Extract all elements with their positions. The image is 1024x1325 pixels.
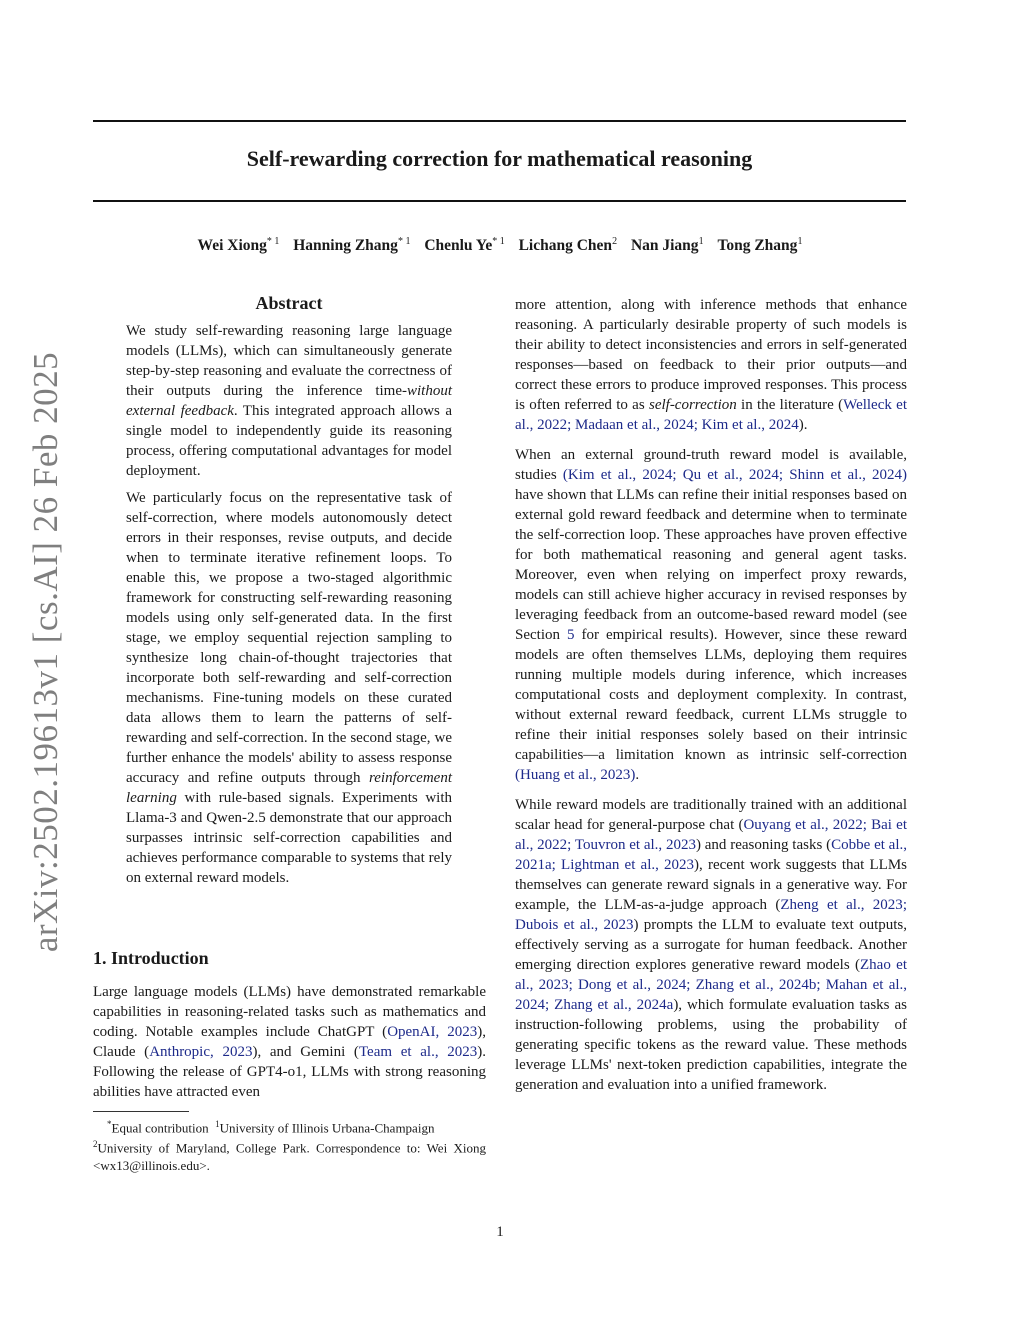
section-link[interactable]: 5 xyxy=(567,627,575,643)
citation-link[interactable]: Team et al., 2023 xyxy=(358,1044,478,1060)
author: Nan Jiang$^1$ xyxy=(630,236,704,255)
author: Lichang Chen$^2$ xyxy=(518,236,618,255)
citation-link[interactable]: Anthropic, 2023 xyxy=(149,1044,253,1060)
footnote-rule xyxy=(93,1111,189,1112)
citation-link[interactable]: Dong et al., 2024 xyxy=(578,977,687,993)
abstract-paragraph: We study self-rewarding reasoning large language models (LLMs), which can simultaneously generate step-by-step reasoning and evaluate the correctness of their outputs during the inference time-without external feedback. This integrated approach allows a single model to independently guide its reasoning process, offering computational advantages for model deployment. xyxy=(126,323,452,479)
title-bottom-rule xyxy=(93,200,906,202)
citation-link[interactable]: Touvron et al., 2023 xyxy=(574,837,696,853)
citation-link[interactable]: Lightman et al., 2023 xyxy=(561,857,695,873)
author: Tong Zhang$^1$ xyxy=(717,236,803,255)
author: Wei Xiong$^{* 1}$ xyxy=(197,236,280,255)
paper-title: Self-rewarding correction for mathematical reasoning xyxy=(246,146,753,171)
citation-link[interactable]: Welleck et al., 2022 xyxy=(515,397,908,433)
citation-link[interactable]: Ouyang et al., 2022 xyxy=(743,817,863,833)
author-list xyxy=(60,236,940,255)
citation-link[interactable]: (Kim et al., 2024 xyxy=(562,467,673,483)
citation-link[interactable]: Bai et al., 2022 xyxy=(515,817,908,853)
citation-link[interactable]: Zheng et al., 2023 xyxy=(780,897,903,913)
citation-link[interactable]: Cobbe et al., 2021a xyxy=(515,837,908,873)
body-paragraph: When an external ground-truth reward model is available, studies (Kim et al., 2024; Qu et al., 2024; Shinn et al., 2024) have shown that LLMs can refine their initial responses based on external gold reward feedback and determine when to terminate the self-correction loop. These approaches have proven effective for both mathematical reasoning and general agent tasks. Moreover, even when relying on imperfect proxy rewards, models can still achieve higher accuracy in revised responses by leveraging feedback from an outcome-based reward model (see Section 5 for empirical results). However, since these reward models are often themselves LLMs, deploying them requires running multiple models during inference, which increases computational costs and deployment complexity. In contrast, without external reward feedback, current LLMs struggle to refine their initial responses solely based on their intrinsic capabilities—a limitation known as intrinsic self-correction (Huang et al., 2023). xyxy=(515,447,908,783)
footnote-affiliations: *Equal contribution $^1$University of Illinois Urbana-Champaign xyxy=(107,1119,435,1136)
citation-link[interactable]: Madaan et al., 2024 xyxy=(575,417,694,433)
abstract-paragraph: We particularly focus on the representative task of self-correction, where models autonomously detect errors in their responses, revise outputs, and decide when to terminate iterative refinement loops. To enable this, we propose a two-staged algorithmic framework for constructing self-rewarding reasoning models using only self-generated data. In the first stage, we employ sequential rejection sampling to synthesize long chain-of-thought trajectories that incorporate both self-rewarding and self-correction mechanisms. Fine-tuning models on these curated data allows them to learn the patterns of self-rewarding and self-correction. In the second stage, we further enhance the models' ability to assess response accuracy and refine outputs through reinforcement learning with rule-based signals. Experiments with Llama-3 and Qwen-2.5 demonstrate that our approach surpasses intrinsic self-correction capabilities and achieves performance comparable to systems that rely on external reward models. xyxy=(126,490,452,886)
citation-link[interactable]: OpenAI, 2023 xyxy=(387,1024,478,1040)
citation-link[interactable]: Dubois et al., 2023 xyxy=(515,917,634,933)
section-heading: 1. Introduction xyxy=(93,948,209,968)
citation-link[interactable]: Zhang et al., 2024b xyxy=(695,977,817,993)
right-column xyxy=(515,295,907,1105)
citation-link[interactable]: Kim et al., 2024 xyxy=(701,417,799,433)
author: Hanning Zhang$^{* 1}$ xyxy=(293,236,411,255)
abstract-heading: Abstract xyxy=(255,293,323,313)
citation-link[interactable]: Zhang et al., 2024a xyxy=(554,997,674,1013)
author: Chenlu Ye$^{* 1}$ xyxy=(424,236,505,255)
citation-link[interactable]: Zhao et al., 2023 xyxy=(515,957,907,993)
arxiv-identifier: arXiv:2502.19613v1 [cs.AI] 26 Feb 2025 xyxy=(26,351,65,953)
citation-link[interactable]: Mahan et al., 2024 xyxy=(515,977,908,1013)
body-paragraph: While reward models are traditionally trained with an additional scalar head for general-purpose chat (Ouyang et al., 2022; Bai et al., 2022; Touvron et al., 2023) and reasoning tasks (Cobbe et al., 2021a; Lightman et al., 2023), recent work suggests that LLMs themselves can generate reward signals in a generative way. For example, the LLM-as-a-judge approach (Zheng et al., 2023; Dubois et al., 2023) prompts the LLM to evaluate text outputs, effectively serving as a surrogate for human feedback. Another emerging direction explores generative reward models (Zhao et al., 2023; Dong et al., 2024; Zhang et al., 2024b; Mahan et al., 2024; Zhang et al., 2024a), which formulate evaluation tasks as instruction-following problems, using the probability of generating specific tokens as the reward value. These methods leverage LLMs' next-token prediction capabilities, integrate the generation and evaluation into a unified framework. xyxy=(515,797,908,1093)
top-rule xyxy=(93,120,906,122)
introduction-section xyxy=(93,948,486,1109)
footnotes xyxy=(93,1116,486,1174)
body-paragraph: more attention, along with inference methods that enhance reasoning. A particularly desirable property of such models is their ability to detect inconsistencies and errors in self-generated responses—based on feedback to their prior outputs—and correct these errors to produce improved responses. This process is often referred to as self-correction in the literature (Welleck et al., 2022; Madaan et al., 2024; Kim et al., 2024). xyxy=(515,297,908,433)
abstract-section xyxy=(126,293,452,895)
page-number: 1 xyxy=(496,1224,504,1240)
intro-paragraph: Large language models (LLMs) have demonstrated remarkable capabilities in reasoning-related tasks such as mathematics and coding. Notable examples include ChatGPT (OpenAI, 2023), Claude (Anthropic, 2023), and Gemini (Team et al., 2023). Following the release of GPT4-o1, LLMs with strong reasoning abilities have attracted even xyxy=(93,984,487,1100)
citation-link[interactable]: Shinn et al., 2024) xyxy=(789,467,908,483)
citation-link[interactable]: (Huang et al., 2023) xyxy=(515,767,636,783)
citation-link[interactable]: Qu et al., 2024 xyxy=(682,467,779,483)
footnote-correspondence: $^2$University of Maryland, College Park. Correspondence to: Wei Xiong <wx13@illinois.edu>. xyxy=(93,1139,486,1173)
